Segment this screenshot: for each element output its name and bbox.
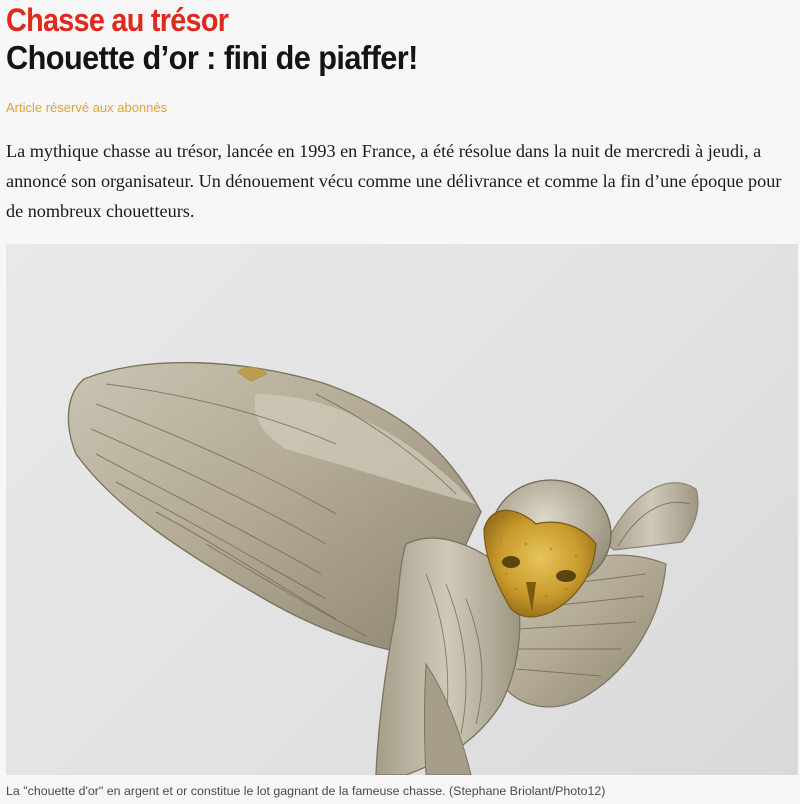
- article-lede: La mythique chasse au trésor, lancée en 1993 en France, a été résolue dans la nuit de mercredi à jeudi, a annoncé son organisateur. Un dénouement vécu comme une délivrance et comme la fin d’une époque pour de nombreux chouetteurs.: [6, 141, 782, 221]
- subscriber-only-label[interactable]: Article réservé aux abonnés: [6, 100, 168, 115]
- article-headline: Chouette d’or : fini de piaffer!: [6, 39, 418, 76]
- article-kicker: Chasse au trésor: [6, 2, 229, 38]
- owl-sculpture-image: [6, 244, 798, 775]
- figure-caption: La "chouette d'or" en argent et or constitue le lot gagnant de la fameuse chasse. (Stephane Briolant/Photo12): [6, 784, 606, 798]
- article-figure: [6, 244, 798, 775]
